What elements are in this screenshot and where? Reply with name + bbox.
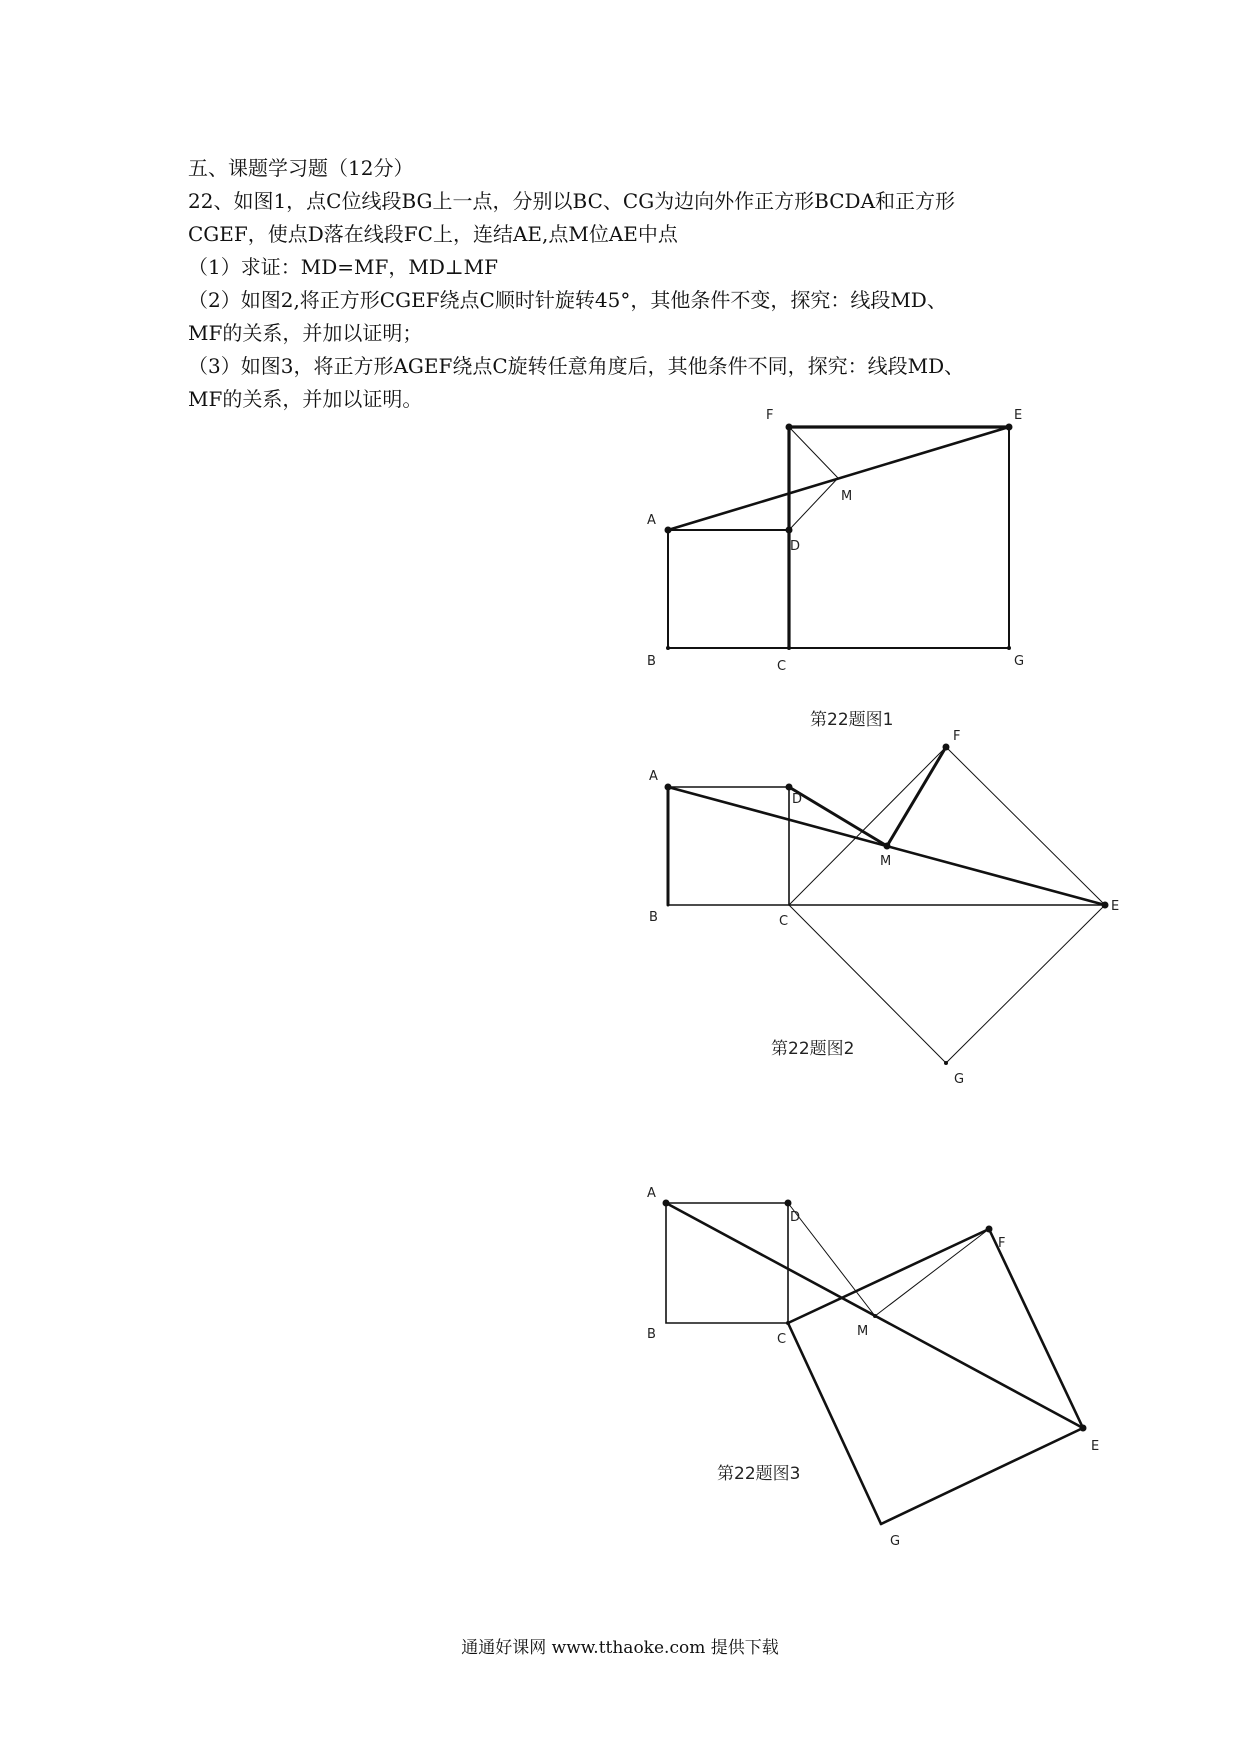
fig2-label-d: D (792, 792, 803, 807)
square-bcda (668, 787, 789, 905)
fig1-label-c: C (777, 659, 787, 674)
segment-mf (875, 1229, 989, 1316)
fig2-label-a: A (649, 769, 658, 784)
fig1-label-d: D (790, 539, 801, 554)
fig1-label-a: A (647, 513, 656, 528)
question-2-line-1: （2）如图2,将正方形CGEF绕点C顺时针旋转45°，其他条件不变，探究：线段MD、 (188, 288, 947, 312)
fig3-label-m: M (857, 1324, 869, 1339)
fig2-caption: 第22题图2 (771, 1039, 855, 1059)
problem-line-1: 22、如图1，点C位线段BG上一点，分别以BC、CG为边向外作正方形BCDA和正方形 (188, 189, 956, 213)
question-1: （1）求证：MD=MF，MD⊥MF (188, 255, 499, 279)
problem-line-2: CGEF，使点D落在线段FC上，连结AE,点M位AE中点 (188, 222, 678, 246)
fig1-label-b: B (647, 654, 656, 669)
fig2-label-f: F (953, 729, 961, 744)
fig2-label-b: B (649, 910, 658, 925)
segment-ae (668, 427, 1009, 530)
fig3-label-d: D (790, 1210, 801, 1225)
fig3-label-g: G (890, 1534, 901, 1549)
fig3-label-b: B (647, 1327, 656, 1342)
fig1-caption: 第22题图1 (810, 710, 894, 730)
segment-md (788, 1203, 875, 1316)
fig3-label-a: A (647, 1186, 656, 1201)
section-title: 五、课题学习题（12分） (188, 156, 414, 180)
fig3-label-f: F (998, 1236, 1006, 1251)
segment-eg (946, 905, 1105, 1063)
segment-mf (789, 427, 838, 478)
fig1-label-f: F (766, 408, 774, 423)
segment-fe (989, 1229, 1083, 1428)
question-3-line-1: （3）如图3，将正方形AGEF绕点C旋转任意角度后，其他条件不同，探究：线段MD、 (188, 354, 965, 378)
fig2-label-c: C (779, 914, 789, 929)
segment-fe (946, 747, 1105, 905)
segment-gc (788, 1323, 881, 1524)
fig2-label-g: G (954, 1072, 965, 1087)
fig1-label-e: E (1014, 408, 1023, 423)
question-3-line-2: MF的关系，并加以证明。 (188, 387, 423, 411)
segment-cf (788, 1229, 989, 1323)
fig3-label-e: E (1091, 1439, 1100, 1454)
fig3-label-c: C (777, 1332, 787, 1347)
fig1-label-g: G (1014, 654, 1025, 669)
figure-2 (665, 744, 1109, 1066)
segment-eg (881, 1428, 1083, 1524)
square-bcda (668, 530, 789, 648)
footer: 通通好课网 www.tthaoke.com 提供下载 (461, 1638, 779, 1658)
square-bcda (666, 1203, 788, 1323)
question-2-line-2: MF的关系，并加以证明； (188, 321, 423, 345)
fig2-label-m: M (880, 854, 892, 869)
fig2-label-e: E (1111, 899, 1120, 914)
figure-1 (665, 424, 1013, 651)
fig1-label-m: M (841, 489, 853, 504)
segment-mf (887, 747, 946, 846)
segment-md (789, 787, 887, 846)
fig3-caption: 第22题图3 (717, 1464, 801, 1484)
